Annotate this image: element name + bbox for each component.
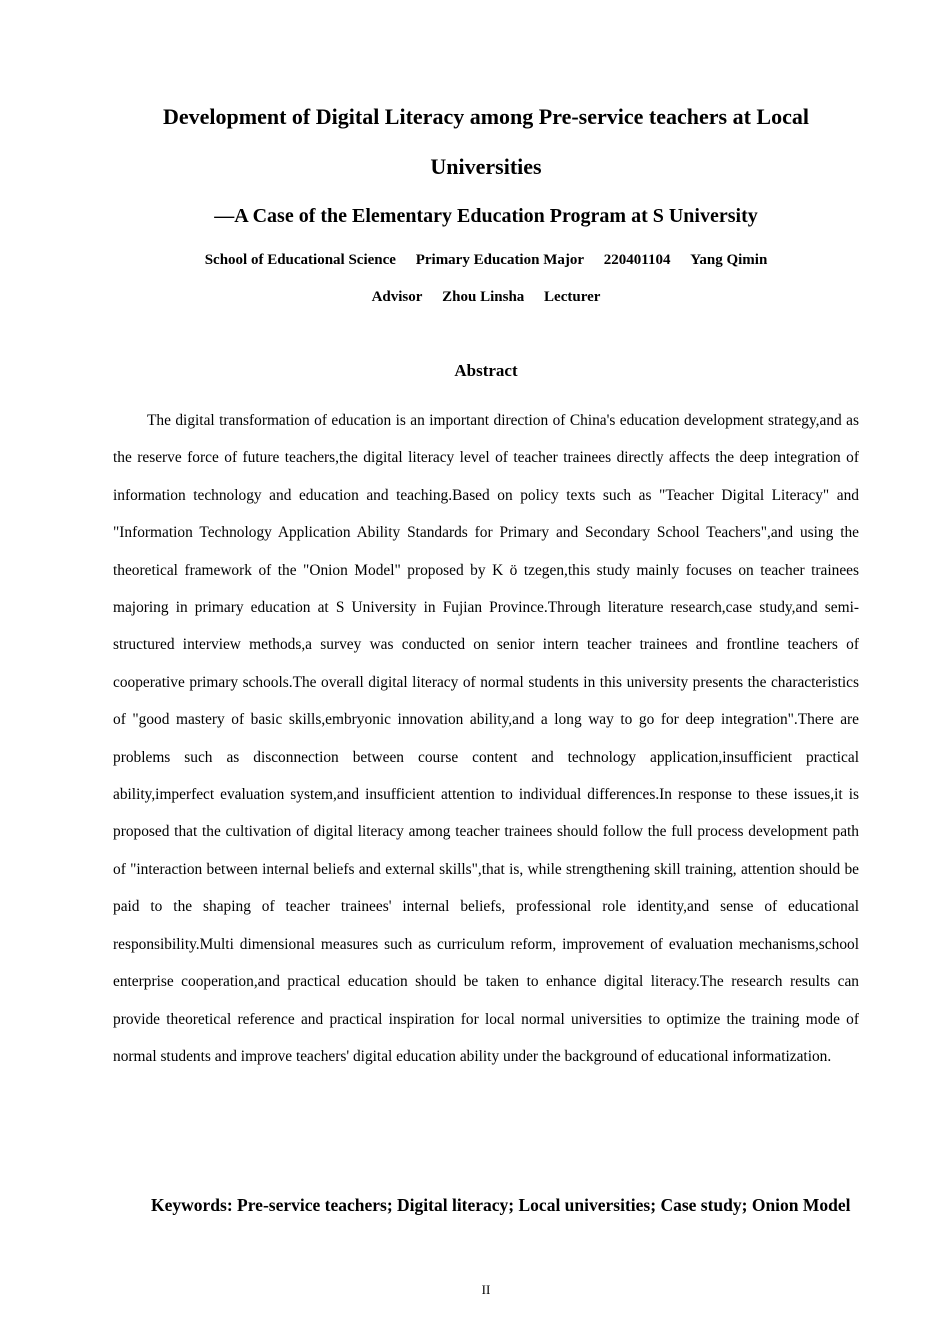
author-line [113,249,859,271]
author-school: School of Educational Science [204,252,396,268]
author-name: Yang Qimin [690,252,768,268]
author-major: Primary Education Major [415,252,585,268]
abstract-body: The digital transformation of education is an important direction of China's education development strategy,and as the reserve force of future teachers,the digital literacy level of teacher trainees directly affects the deep integration of information technology and education and teaching.Based on policy texts such as "Teacher Digital Literacy" and "Information Technology Application Ability Standards for Primary and Secondary School Teachers",and using the theoretical framework of the "Onion Model" proposed by K ö tzegen,this study mainly focuses on teacher trainees majoring in primary education at S University in Fujian Province.Through literature research,case study,and semi-structured interview methods,a survey was conducted on senior intern teacher trainees and frontline teachers of cooperative primary schools.The overall digital literacy of normal students in this university presents the characteristics of "good mastery of basic skills,embryonic innovation ability,and a long way to go for deep integration".There are problems such as disconnection between course content and technology application,insufficient practical ability,imperfect evaluation system,and insufficient attention to individual differences.In response to these issues,it is proposed that the cultivation of digital literacy among teacher trainees should follow the full process development path of "interaction between internal beliefs and external skills",that is, while strengthening skill training, attention should be paid to the shaping of teacher trainees' internal beliefs, professional role identity,and sense of educational responsibility.Multi dimensional measures such as curriculum reform, improvement of evaluation mechanisms,school enterprise cooperation,and practical education should be taken to enhance digital literacy.The research results can provide theoretical reference and practical inspiration for local normal universities to optimize the training mode of normal students and improve teachers' digital education ability under the background of educational informatization. [113,412,859,1065]
advisor-title: Lecturer [544,289,601,305]
keywords: Keywords: Pre-service teachers; Digital literacy; Local universities; Case study; Onion Model [151,1195,851,1215]
advisor-line [113,286,859,308]
advisor-label: Advisor [371,289,423,305]
document-title: Development of Digital Literacy among Pre-service teachers at Local Universities [163,104,809,179]
author-student-id: 220401104 [603,252,671,268]
document-subtitle: —A Case of the Elementary Education Program at S University [214,205,758,227]
advisor-name: Zhou Linsha [442,289,525,305]
abstract-heading: Abstract [454,361,518,380]
page-number: II [481,1282,491,1297]
